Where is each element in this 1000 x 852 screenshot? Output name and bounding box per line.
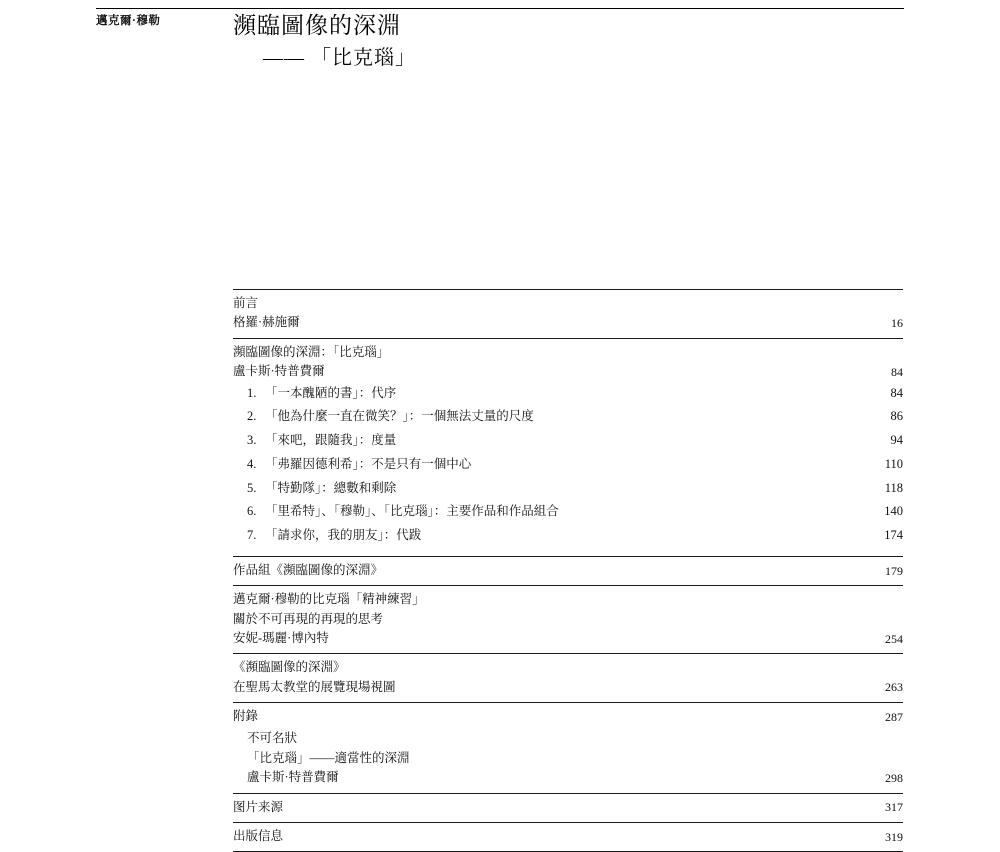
toc-group-image-sources — [233, 793, 903, 822]
table-of-contents — [233, 289, 903, 852]
toc-subentry-page: 118 — [884, 480, 903, 495]
toc-entry-label: 瀕臨圖像的深淵：「比克瑙」 — [233, 344, 390, 359]
toc-entry[interactable] — [233, 561, 903, 580]
toc-subentry[interactable] — [233, 749, 903, 768]
toc-entry-label: 作品組《瀕臨圖像的深淵》 — [233, 562, 384, 577]
toc-entry[interactable] — [233, 658, 903, 677]
toc-entry-page: 84 — [891, 364, 903, 379]
title-block — [233, 12, 833, 71]
toc-entry[interactable] — [233, 707, 903, 726]
toc-subentry-page: 140 — [884, 504, 903, 519]
toc-subentry-label: 「他為什麼一直在微笑？」：一個無法丈量的尺度 — [265, 409, 534, 424]
toc-subentry-number: 7. — [247, 528, 257, 542]
toc-subentry-page: 86 — [890, 409, 903, 424]
toc-group-spiritual-exercise — [233, 585, 903, 653]
toc-subentry-page: 298 — [885, 770, 903, 785]
toc-entry[interactable] — [233, 610, 903, 629]
toc-subentry-label: 「來吧，跟隨我」：度量 — [265, 433, 397, 447]
toc-subentry-number: 2. — [247, 409, 257, 424]
toc-subentry-label: 「弗羅因德利希」：不是只有一個中心 — [265, 456, 472, 471]
toc-entry-label: 盧卡斯·特普費爾 — [233, 364, 325, 379]
toc-entry-label: 图片来源 — [233, 799, 284, 814]
toc-entry[interactable] — [233, 362, 903, 381]
toc-subentry[interactable] — [233, 405, 903, 429]
toc-entry[interactable] — [233, 313, 903, 332]
toc-subentry[interactable] — [233, 729, 903, 748]
toc-entry-label: 關於不可再現的再現的思考 — [233, 611, 384, 626]
toc-entry-label: 格羅·赫施爾 — [233, 315, 300, 330]
toc-group-publication-info — [233, 822, 903, 852]
toc-subentry-number: 4. — [247, 456, 257, 471]
toc-subentry-label: 盧卡斯·特普費爾 — [247, 770, 339, 785]
toc-subentry-label: 「一本醜陋的書」：代序 — [265, 385, 397, 400]
toc-entry-label: 附錄 — [233, 709, 259, 723]
toc-subentry-page: 94 — [890, 433, 903, 447]
toc-group-main-essay — [233, 338, 903, 556]
toc-entry[interactable] — [233, 827, 903, 846]
toc-entry-page: 254 — [885, 631, 903, 646]
toc-group-work-group — [233, 556, 903, 585]
toc-entry[interactable] — [233, 629, 903, 648]
toc-subentry-page: 84 — [890, 385, 903, 400]
toc-entry-label: 出版信息 — [233, 828, 284, 843]
toc-group-exhibition-views — [233, 653, 903, 702]
toc-subentry-label: 「請求你，我的朋友」：代跋 — [265, 528, 422, 542]
toc-entry-label: 邁克爾·穆勒的比克瑙「精神練習」 — [233, 592, 425, 607]
toc-subentry-number: 1. — [247, 385, 257, 400]
toc-entry-page: 263 — [885, 680, 903, 695]
toc-subentry-page: 174 — [884, 528, 903, 542]
toc-subentry[interactable] — [233, 477, 903, 501]
toc-entry[interactable] — [233, 798, 903, 817]
toc-subentry[interactable] — [233, 524, 903, 548]
toc-subentry-label: 「比克瑙」——適當性的深淵 — [247, 750, 410, 765]
toc-entry[interactable] — [233, 678, 903, 697]
toc-subentry-number: 6. — [247, 504, 257, 519]
toc-subentry-label: 「里希特」、「穆勒」、「比克瑙」：主要作品和作品組合 — [265, 504, 559, 519]
toc-entry[interactable] — [233, 343, 903, 362]
toc-subentry-page: 110 — [884, 456, 903, 471]
toc-subentry-label: 不可名狀 — [247, 731, 298, 746]
page-title: 瀕臨圖像的深淵 — [233, 13, 401, 38]
toc-subentry-number: 3. — [247, 433, 257, 447]
toc-subentry[interactable] — [233, 382, 903, 406]
toc-subentry[interactable] — [233, 429, 903, 453]
toc-entry[interactable] — [233, 590, 903, 609]
toc-subentry-label: 「特勤隊」：總數和剩除 — [265, 480, 397, 495]
header-rule — [96, 8, 904, 9]
toc-subentry-number: 5. — [247, 480, 257, 495]
toc-group-preface — [233, 289, 903, 338]
toc-entry-page: 16 — [891, 316, 903, 331]
toc-entry-label: 《瀕臨圖像的深淵》 — [233, 660, 346, 675]
page-subtitle: —— 「比克瑙」 — [263, 46, 416, 69]
toc-group-appendix — [233, 702, 903, 793]
toc-entry-label: 前言 — [233, 296, 259, 310]
running-header-author: 邁克爾·穆勒 — [96, 15, 161, 27]
toc-entry-page: 287 — [885, 709, 903, 724]
toc-entry-page: 319 — [885, 829, 903, 844]
toc-subentry[interactable] — [233, 500, 903, 524]
toc-entry-label: 在聖馬太教堂的展覽現場視圖 — [233, 679, 396, 694]
toc-entry-page: 317 — [885, 800, 903, 815]
toc-entry-page: 179 — [885, 563, 903, 578]
toc-subentry[interactable] — [233, 768, 903, 787]
toc-subentry[interactable] — [233, 453, 903, 477]
toc-entry-label: 安妮-瑪麗·博內特 — [233, 630, 329, 645]
toc-entry[interactable] — [233, 294, 903, 313]
